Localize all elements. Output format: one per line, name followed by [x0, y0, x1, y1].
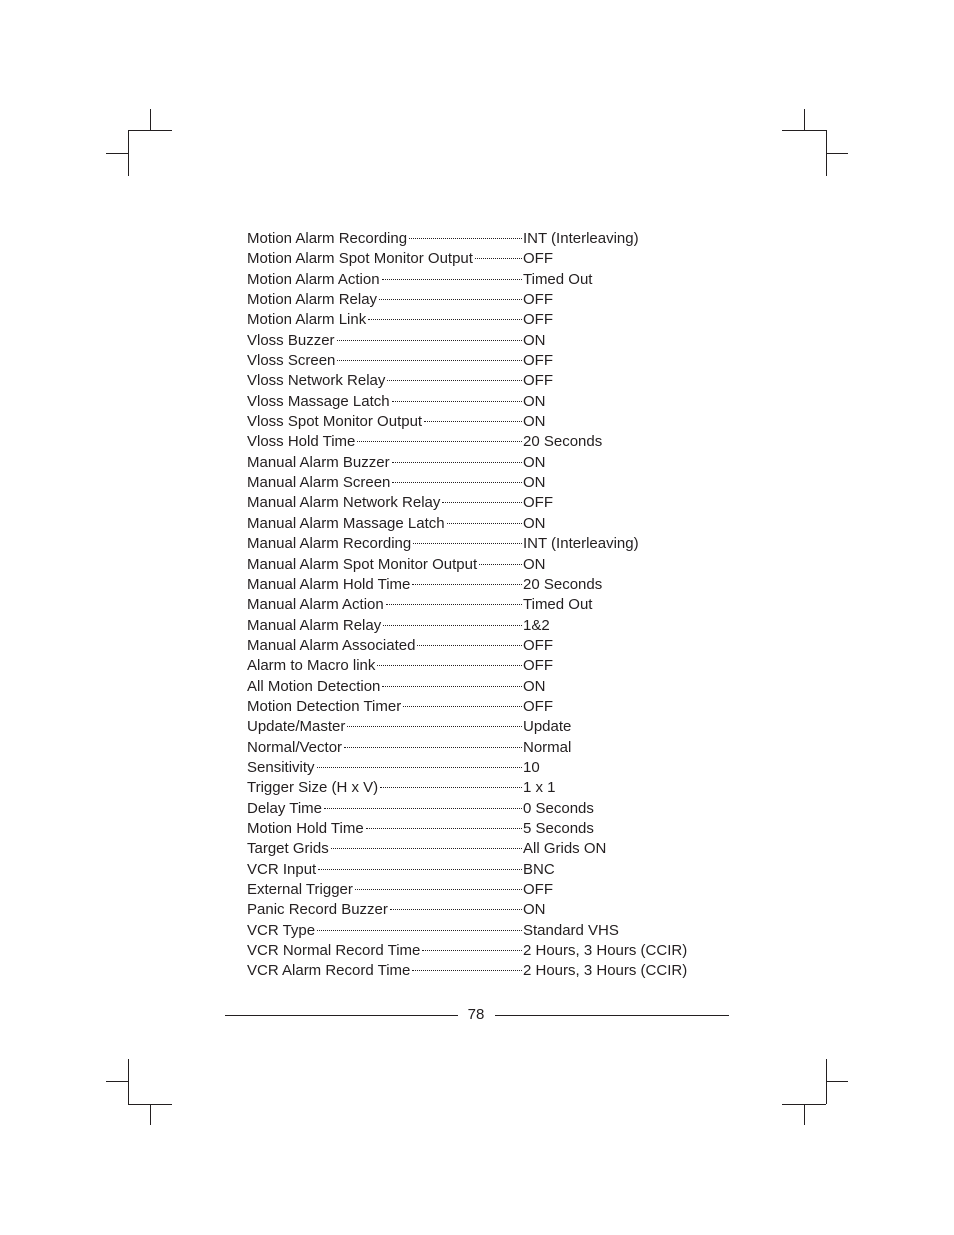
settings-row: [247, 534, 707, 554]
crop-mark: [106, 1081, 128, 1082]
setting-label: Motion Alarm Link: [247, 311, 367, 329]
setting-value: 20 Seconds: [523, 433, 603, 451]
crop-mark: [128, 130, 129, 176]
setting-label: Panic Record Buzzer: [247, 901, 388, 919]
setting-label: Manual Alarm Associated: [247, 636, 416, 654]
setting-label-wrap: [247, 595, 523, 615]
dot-leader: [317, 767, 522, 768]
setting-value: OFF: [523, 250, 553, 268]
setting-value: ON: [523, 901, 546, 919]
crop-mark: [150, 1104, 151, 1125]
settings-row: [247, 839, 707, 859]
settings-row: [247, 453, 707, 473]
setting-label-wrap: [247, 921, 523, 941]
setting-label: Alarm to Macro link: [247, 657, 376, 675]
setting-label: Manual Alarm Screen: [247, 474, 391, 492]
dot-leader: [412, 970, 522, 971]
setting-label: Target Grids: [247, 840, 329, 858]
dot-leader: [331, 848, 522, 849]
dot-leader: [392, 462, 522, 463]
setting-value: OFF: [523, 881, 553, 898]
setting-label: Manual Alarm Hold Time: [247, 575, 411, 593]
setting-label: VCR Alarm Record Time: [247, 962, 411, 980]
setting-label-wrap: [247, 534, 523, 554]
setting-value: Standard VHS: [523, 921, 619, 939]
dot-leader: [377, 665, 522, 666]
dot-leader: [344, 747, 522, 748]
settings-row: [247, 941, 707, 961]
settings-row: [247, 371, 707, 391]
settings-list: [247, 229, 707, 982]
setting-label: Vloss Spot Monitor Output: [247, 413, 423, 431]
crop-mark: [128, 1059, 129, 1104]
settings-row: [247, 819, 707, 839]
dot-leader: [392, 482, 522, 483]
setting-value: ON: [523, 474, 546, 492]
dot-leader: [417, 645, 522, 646]
settings-row: [247, 738, 707, 758]
dot-leader: [390, 909, 522, 910]
setting-label-wrap: [247, 616, 523, 636]
setting-value: ON: [523, 413, 546, 431]
setting-value: ON: [523, 392, 546, 410]
dot-leader: [413, 543, 522, 544]
setting-label: Vloss Massage Latch: [247, 392, 390, 410]
setting-label: Manual Alarm Buzzer: [247, 453, 390, 471]
settings-row: [247, 229, 707, 249]
setting-label: Update/Master: [247, 718, 346, 736]
dot-leader: [409, 238, 522, 239]
settings-row: [247, 473, 707, 493]
setting-label-wrap: [247, 636, 523, 656]
setting-label: Motion Alarm Action: [247, 270, 380, 288]
setting-value: ON: [523, 514, 546, 532]
settings-row: [247, 616, 707, 636]
setting-label: Sensitivity: [247, 758, 315, 776]
setting-label-wrap: [247, 493, 523, 513]
settings-row: [247, 249, 707, 269]
setting-label-wrap: [247, 229, 523, 249]
setting-value: ON: [523, 555, 546, 573]
setting-label: All Motion Detection: [247, 677, 381, 695]
setting-label: External Trigger: [247, 881, 353, 898]
setting-label-wrap: [247, 677, 523, 697]
setting-label-wrap: [247, 961, 523, 981]
setting-label: VCR Normal Record Time: [247, 942, 421, 960]
crop-mark: [826, 130, 827, 176]
crop-mark: [804, 1104, 805, 1125]
setting-label-wrap: [247, 290, 523, 310]
setting-label-wrap: [247, 900, 523, 920]
setting-label: Manual Alarm Relay: [247, 616, 382, 634]
setting-label-wrap: [247, 819, 523, 839]
settings-row: [247, 493, 707, 513]
dot-leader: [357, 441, 522, 442]
setting-value: 20 Seconds: [523, 575, 603, 593]
setting-label: Motion Detection Timer: [247, 697, 402, 715]
setting-label: Delay Time: [247, 799, 323, 817]
dot-leader: [337, 360, 522, 361]
settings-row: [247, 331, 707, 351]
dot-leader: [442, 502, 522, 503]
setting-value: OFF: [523, 494, 553, 512]
setting-label-wrap: [247, 941, 523, 961]
dot-leader: [382, 686, 522, 687]
setting-label: Motion Hold Time: [247, 819, 364, 837]
setting-label-wrap: [247, 270, 523, 290]
setting-label: Vloss Hold Time: [247, 433, 356, 451]
setting-label: Manual Alarm Action: [247, 596, 384, 614]
setting-value: OFF: [523, 352, 553, 370]
settings-row: [247, 270, 707, 290]
crop-mark: [826, 153, 848, 154]
settings-row: [247, 697, 707, 717]
dot-leader: [447, 523, 522, 524]
setting-label-wrap: [247, 656, 523, 676]
setting-label: Motion Alarm Relay: [247, 291, 378, 309]
setting-value: 2 Hours, 3 Hours (CCIR): [523, 942, 688, 960]
footer-rule-right: [495, 1015, 729, 1016]
settings-row: [247, 575, 707, 595]
setting-label-wrap: [247, 860, 523, 880]
dot-leader: [424, 421, 522, 422]
dot-leader: [366, 828, 522, 829]
setting-label-wrap: [247, 331, 523, 351]
setting-value: All Grids ON: [523, 840, 607, 858]
setting-label-wrap: [247, 371, 523, 391]
setting-label-wrap: [247, 473, 523, 493]
dot-leader: [382, 279, 522, 280]
setting-value: 5 Seconds: [523, 819, 594, 837]
setting-value: 1&2: [523, 616, 550, 634]
setting-label: Motion Alarm Spot Monitor Output: [247, 250, 473, 268]
setting-value: 2 Hours, 3 Hours (CCIR): [523, 962, 688, 980]
settings-row: [247, 290, 707, 310]
setting-value: Timed Out: [523, 270, 593, 288]
dot-leader: [386, 604, 522, 605]
settings-row: [247, 900, 707, 920]
dot-leader: [337, 340, 522, 341]
crop-mark: [106, 153, 128, 154]
setting-label-wrap: [247, 799, 523, 819]
crop-mark: [128, 130, 172, 131]
settings-row: [247, 656, 707, 676]
setting-label-wrap: [247, 839, 523, 859]
setting-label-wrap: [247, 249, 523, 269]
setting-value: OFF: [523, 657, 553, 675]
setting-value: Normal: [523, 738, 572, 756]
setting-label-wrap: [247, 880, 523, 900]
settings-row: [247, 432, 707, 452]
setting-label: Normal/Vector: [247, 738, 343, 756]
crop-mark: [804, 109, 805, 130]
dot-leader: [368, 319, 522, 320]
settings-row: [247, 412, 707, 432]
dot-leader: [347, 726, 522, 727]
dot-leader: [403, 706, 522, 707]
setting-label-wrap: [247, 514, 523, 534]
dot-leader: [383, 625, 522, 626]
setting-value: OFF: [523, 372, 553, 390]
setting-value: OFF: [523, 291, 553, 309]
setting-label: Vloss Buzzer: [247, 331, 335, 349]
dot-leader: [422, 950, 522, 951]
dot-leader: [324, 808, 522, 809]
dot-leader: [355, 889, 522, 890]
settings-row: [247, 636, 707, 656]
setting-value: OFF: [523, 636, 553, 654]
dot-leader: [318, 869, 522, 870]
setting-label: Vloss Network Relay: [247, 372, 386, 390]
setting-label: VCR Type: [247, 921, 316, 939]
setting-label-wrap: [247, 697, 523, 717]
dot-leader: [379, 299, 522, 300]
setting-label-wrap: [247, 310, 523, 330]
crop-mark: [782, 130, 826, 131]
settings-row: [247, 351, 707, 371]
setting-label: Vloss Screen: [247, 352, 336, 370]
settings-row: [247, 392, 707, 412]
setting-label-wrap: [247, 555, 523, 575]
setting-label-wrap: [247, 453, 523, 473]
setting-label-wrap: [247, 738, 523, 758]
dot-leader: [412, 584, 522, 585]
settings-row: [247, 677, 707, 697]
settings-row: [247, 778, 707, 798]
settings-row: [247, 880, 707, 900]
setting-label: VCR Input: [247, 860, 317, 878]
footer-rule-left: [225, 1015, 458, 1016]
setting-value: Timed Out: [523, 596, 593, 614]
setting-value: OFF: [523, 311, 553, 329]
setting-value: INT (Interleaving): [523, 535, 639, 553]
dot-leader: [479, 564, 522, 565]
settings-row: [247, 310, 707, 330]
setting-label: Motion Alarm Recording: [247, 230, 408, 247]
setting-value: OFF: [523, 697, 553, 715]
settings-row: [247, 799, 707, 819]
setting-value: ON: [523, 677, 546, 695]
dot-leader: [317, 930, 522, 931]
dot-leader: [387, 380, 522, 381]
setting-label: Manual Alarm Spot Monitor Output: [247, 555, 478, 573]
setting-value: 0 Seconds: [523, 799, 594, 817]
setting-value: Update: [523, 718, 572, 736]
setting-label-wrap: [247, 351, 523, 371]
setting-label: Manual Alarm Massage Latch: [247, 514, 445, 532]
setting-value: 10: [523, 758, 540, 776]
settings-row: [247, 555, 707, 575]
setting-label: Manual Alarm Network Relay: [247, 494, 441, 512]
setting-label-wrap: [247, 392, 523, 412]
settings-row: [247, 860, 707, 880]
crop-mark: [826, 1081, 848, 1082]
setting-value: INT (Interleaving): [523, 230, 639, 247]
crop-mark: [150, 109, 151, 130]
setting-label-wrap: [247, 758, 523, 778]
setting-value: BNC: [523, 860, 555, 878]
setting-label-wrap: [247, 778, 523, 798]
settings-row: [247, 921, 707, 941]
setting-value: ON: [523, 453, 546, 471]
setting-value: 1 x 1: [523, 779, 556, 797]
settings-row: [247, 961, 707, 981]
setting-label: Trigger Size (H x V): [247, 779, 379, 797]
settings-row: [247, 514, 707, 534]
settings-row: [247, 595, 707, 615]
dot-leader: [392, 401, 522, 402]
setting-label-wrap: [247, 432, 523, 452]
page-number: 78: [467, 1006, 485, 1023]
setting-label-wrap: [247, 412, 523, 432]
settings-row: [247, 758, 707, 778]
setting-label: Manual Alarm Recording: [247, 535, 412, 553]
setting-label-wrap: [247, 717, 523, 737]
setting-value: ON: [523, 331, 546, 349]
setting-label-wrap: [247, 575, 523, 595]
dot-leader: [380, 787, 522, 788]
settings-row: [247, 717, 707, 737]
dot-leader: [475, 258, 522, 259]
